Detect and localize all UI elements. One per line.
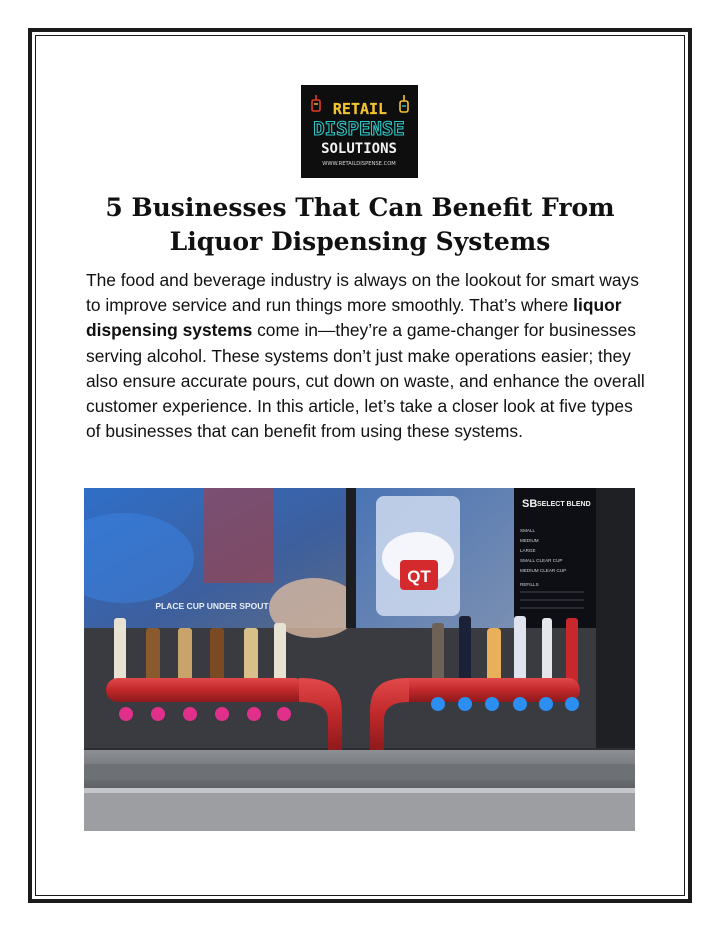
logo-url: WWW.RETAILDISPENSE.COM [322,161,396,167]
menu-section: REFILLS [520,582,539,587]
bottle-icon [400,95,408,112]
menu-item-5: MEDIUM CLEAR CUP [520,568,567,573]
menu-item-3: LARGE [520,548,536,553]
menu-item-2: MEDIUM [520,538,539,543]
intro-text-part-2: come in—they’re a game-changer for businesses serving alcohol. These systems don’t just make operations easier; they also ensure accurate pours, cut down on waste, and enhance the overall customer experience. In this article, let’s take a closer look at five types of businesses that can benefit from using these systems. [86,320,645,442]
menu-item-4: SMALL CLEAR CUP [520,558,563,563]
intro-paragraph [86,268,646,444]
logo-line-dispense: DISPENSE [313,118,405,140]
document-title [60,191,660,259]
logo-line-solutions: SOLUTIONS [321,141,397,157]
title-line-2: Liquor Dispensing Systems [169,227,551,256]
menu-item-1: SMALL [520,528,536,533]
cup-icon [312,95,320,111]
screen-menu [514,488,596,628]
cup-logo: QT [407,567,431,586]
menu-badge: SB [522,498,538,510]
company-logo [301,85,418,178]
intro-text-part-1: The food and beverage industry is always on the lookout for smart ways to improve service and run things more smoothly. That’s where [86,270,639,316]
title-line-1: 5 Businesses That Can Benefit From [105,193,615,222]
menu-title: SELECT BLEND [537,501,591,508]
screen-middle [356,488,514,628]
screen-left [84,488,359,638]
drip-tray [84,750,635,831]
screen-caption: PLACE CUP UNDER SPOUT [155,601,269,611]
intro-bold-term: liquor dispensing systems [86,295,622,341]
dispenser-photo [84,488,635,831]
logo-line-retail: RETAIL [332,100,388,118]
